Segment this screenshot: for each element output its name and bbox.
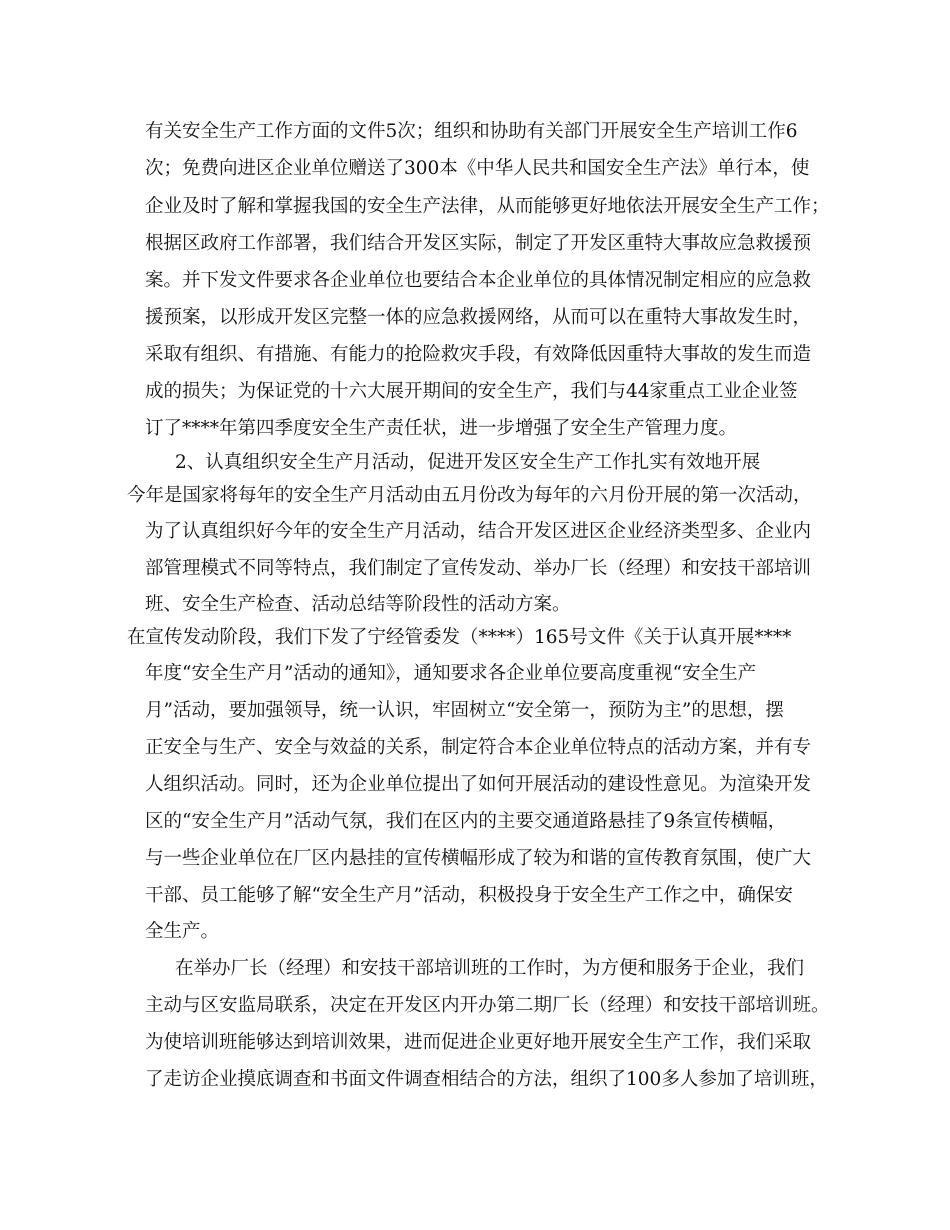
text-line: 有关安全生产工作方面的文件5次；组织和协助有关部门开展安全生产培训工作6 bbox=[145, 121, 798, 142]
text-line: 了走访企业摸底调查和书面文件调查相结合的方法，组织了100多人参加了培训班， bbox=[145, 1069, 828, 1090]
text-line: 订了****年第四季度安全生产责任状，进一步增强了安全生产管理力度。 bbox=[145, 418, 738, 439]
section-heading: 2、认真组织安全生产月活动，促进开发区安全生产工作扎实有效地开展 bbox=[175, 452, 761, 473]
text-line: 部管理模式不同等特点，我们制定了宣传发动、举办厂长（经理）和安技干部培训 bbox=[145, 558, 812, 579]
text-line: 班、安全生产检查、活动总结等阶段性的活动方案。 bbox=[145, 594, 571, 615]
text-line: 在举办厂长（经理）和安技干部培训班的工作时，为方便和服务于企业，我们 bbox=[175, 958, 805, 979]
text-line: 为了认真组织好今年的安全生产月活动，结合开发区进区企业经济类型多、企业内 bbox=[145, 521, 812, 542]
text-line: 在宣传发动阶段，我们下发了宁经管委发（****）165号文件《关于认真开展**** bbox=[127, 627, 792, 648]
text-line: 根据区政府工作部署，我们结合开发区实际，制定了开发区重特大事故应急救援预 bbox=[145, 233, 812, 254]
text-line: 主动与区安监局联系，决定在开发区内开办第二期厂长（经理）和安技干部培训班。 bbox=[145, 995, 830, 1016]
text-line: 人组织活动。同时，还为企业单位提出了如何开展活动的建设性意见。为渲染开发 bbox=[145, 774, 812, 795]
text-line: 与一些企业单位在厂区内悬挂的宣传横幅形成了较为和谐的宣传教育氛围，使广大 bbox=[145, 848, 812, 869]
text-line: 年度“安全生产月”活动的通知》，通知要求各企业单位要高度重视“安全生产 bbox=[145, 663, 757, 684]
text-line: 为使培训班能够达到培训效果，进而促进企业更好地开展安全生产工作，我们采取 bbox=[145, 1032, 812, 1053]
text-line: 月”活动，要加强领导，统一认识，牢固树立“安全第一，预防为主”的思想，摆 bbox=[145, 700, 784, 721]
text-line: 正安全与生产、安全与效益的关系，制定符合本企业单位特点的活动方案，并有专 bbox=[145, 737, 812, 758]
text-line: 采取有组织、有措施、有能力的抢险救灾手段，有效降低因重特大事故的发生而造 bbox=[145, 344, 812, 365]
text-line: 干部、员工能够了解“安全生产月”活动，积极投身于安全生产工作之中，确保安 bbox=[145, 885, 793, 906]
text-line: 成的损失；为保证党的十六大展开期间的安全生产，我们与44家重点工业企业签 bbox=[145, 381, 798, 402]
text-line: 今年是国家将每年的安全生产月活动由五月份改为每年的六月份开展的第一次活动， bbox=[127, 485, 812, 506]
text-line: 次；免费向进区企业单位赠送了300本《中华人民共和国安全生产法》单行本，使 bbox=[145, 158, 810, 179]
text-line: 区的“安全生产月”活动气氛，我们在区内的主要交通道路悬挂了9条宣传横幅， bbox=[145, 811, 787, 832]
text-line: 援预案，以形成开发区完整一体的应急救援网络，从而可以在重特大事故发生时， bbox=[145, 307, 812, 328]
text-line: 企业及时了解和掌握我国的安全生产法律，从而能够更好地依法开展安全生产工作； bbox=[145, 196, 830, 217]
text-line: 全生产。 bbox=[145, 921, 220, 942]
text-line: 案。并下发文件要求各企业单位也要结合本企业单位的具体情况制定相应的应急救 bbox=[145, 270, 812, 291]
